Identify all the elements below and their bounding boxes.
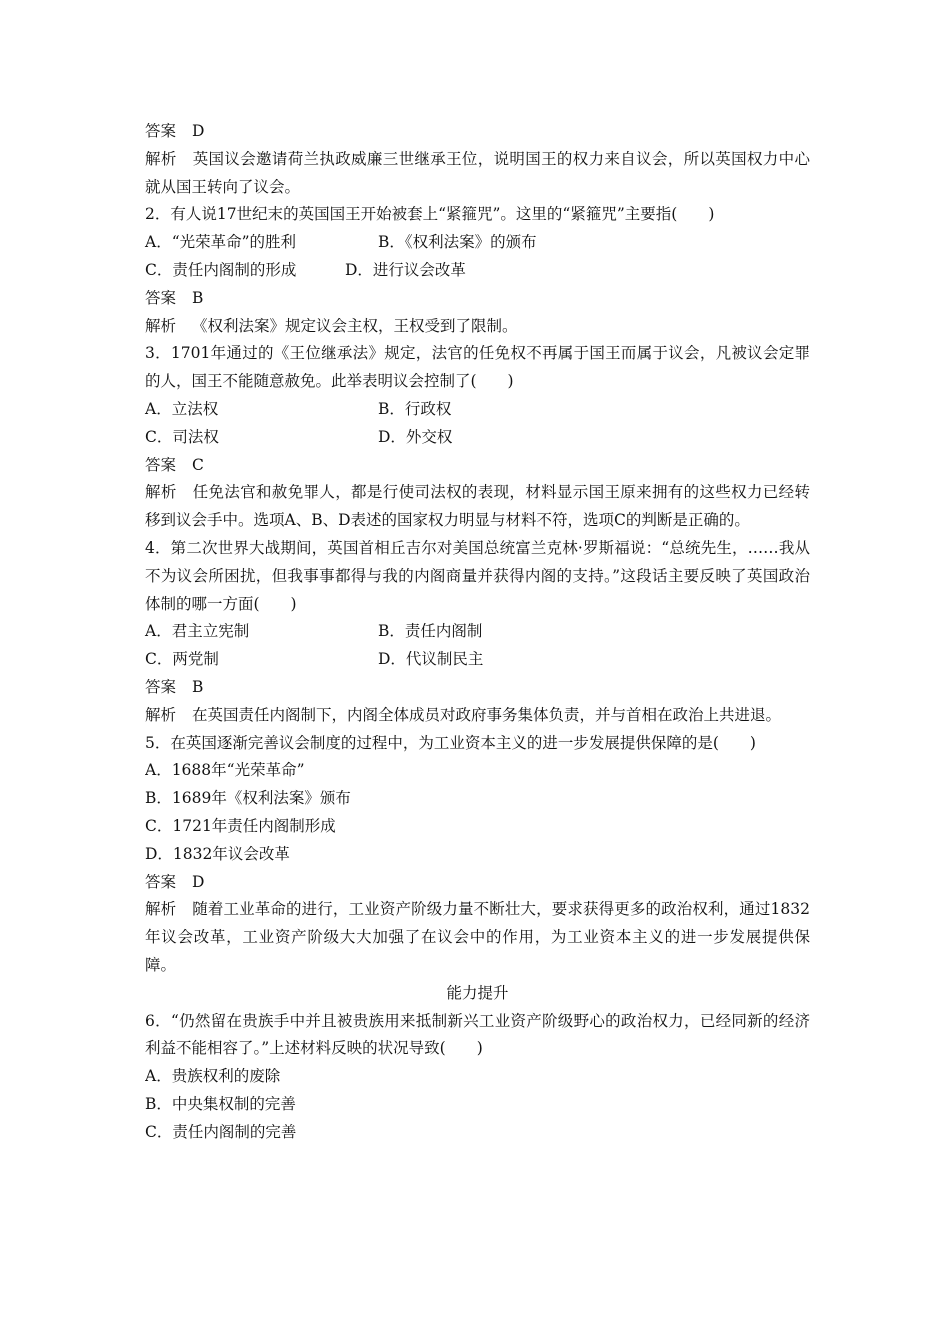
answer-value: C: [192, 455, 204, 474]
options-row: [145, 229, 810, 257]
options-row: [145, 257, 810, 285]
options-row: [145, 618, 810, 646]
answer-value: D: [192, 872, 205, 891]
answer-label: 答案: [145, 288, 177, 307]
answer-label: 答案: [145, 872, 177, 891]
option-a: A．贵族权利的废除: [145, 1067, 281, 1086]
question-stem-q4: 4．第二次世界大战期间，英国首相丘吉尔对美国总统富兰克林·罗斯福说：“总统先生，……我从不为议会所困扰，但我事事都得与我的内阁商量并获得内阁的支持。”这段话主要反映了英国政治体制的哪一方面( ): [145, 538, 810, 613]
answer-value: D: [192, 122, 205, 140]
analysis-label: 解析: [145, 483, 177, 502]
option-b: B．责任内阁制: [378, 622, 483, 641]
option-a: A．君主立宪制: [145, 622, 250, 641]
option-c: C．责任内阁制的形成: [145, 260, 297, 279]
answer-value: B: [192, 288, 204, 307]
analysis-text: 《权利法案》规定议会主权，王权受到了限制。: [192, 316, 518, 335]
analysis-text: 随着工业革命的进行，工业资产阶级力量不断壮大，要求获得更多的政治权利，通过1832年议会改革，工业资产阶级大大加强了在议会中的作用，为工业资本主义的进一步发展提供保障。: [145, 900, 810, 974]
options-row: [145, 424, 810, 452]
answer-label: 答案: [145, 455, 177, 474]
option-b: B．《权利法案》的颁布: [378, 233, 537, 252]
option-b: B．中央集权制的完善: [145, 1094, 296, 1113]
analysis-q4: [145, 702, 810, 730]
option-a: A．1688年“光荣革命”: [145, 761, 305, 780]
options-row: [145, 646, 810, 674]
analysis-label: 解析: [145, 149, 177, 168]
option-c: C．司法权: [145, 427, 219, 446]
analysis-q1: [145, 146, 810, 202]
analysis-text: 在英国责任内阁制下，内阁全体成员对政府事务集体负责，并与首相在政治上共进退。: [192, 705, 782, 724]
question-stem-q2: 2．有人说17世纪末的英国国王开始被套上“紧箍咒”。这里的“紧箍咒”主要指( ): [145, 205, 715, 224]
answer-line-q3: [145, 452, 810, 480]
options-row: [145, 396, 810, 424]
document-content: [145, 118, 810, 1146]
question-stem-q6: 6．“仍然留在贵族手中并且被贵族用来抵制新兴工业资产阶级野心的政治权力，已经同新的经济利益不能相容了。”上述材料反映的状况导致( ): [145, 1011, 810, 1058]
question-stem-q5: 5．在英国逐渐完善议会制度的过程中，为工业资本主义的进一步发展提供保障的是( ): [145, 733, 756, 752]
answer-line-q1: [145, 118, 810, 146]
option-c: C．两党制: [145, 650, 219, 669]
option-a: A．立法权: [145, 399, 219, 418]
option-a: A．“光荣革命”的胜利: [145, 233, 297, 252]
analysis-q2: [145, 313, 810, 341]
analysis-label: 解析: [145, 705, 177, 724]
analysis-label: 解析: [145, 900, 177, 919]
question-stem-q3: 3．1701年通过的《王位继承法》规定，法官的任免权不再属于国王而属于议会，凡被议会定罪的人，国王不能随意赦免。此举表明议会控制了( ): [145, 344, 810, 391]
option-c: C．1721年责任内阁制形成: [145, 816, 336, 835]
analysis-text: 任免法官和赦免罪人，都是行使司法权的表现，材料显示国王原来拥有的这些权力已经转移到议会手中。选项A、B、D表述的国家权力明显与材料不符，选项C的判断是正确的。: [145, 483, 810, 530]
answer-value: B: [192, 677, 204, 696]
analysis-text: 英国议会邀请荷兰执政威廉三世继承王位，说明国王的权力来自议会，所以英国权力中心就从国王转向了议会。: [145, 149, 810, 196]
option-d: D．外交权: [378, 427, 453, 446]
option-d: D．代议制民主: [378, 650, 484, 669]
analysis-q3: [145, 479, 810, 535]
option-b: B．1689年《权利法案》颁布: [145, 789, 351, 808]
option-d: D．进行议会改革: [345, 260, 466, 279]
answer-label: 答案: [145, 677, 177, 696]
answer-label: 答案: [145, 122, 177, 140]
option-d: D．1832年议会改革: [145, 844, 290, 863]
section-title: 能力提升: [446, 983, 509, 1002]
analysis-q5: [145, 896, 810, 979]
answer-line-q5: [145, 869, 810, 897]
answer-line-q4: [145, 674, 810, 702]
option-b: B．行政权: [378, 399, 452, 418]
answer-line-q2: [145, 285, 810, 313]
option-c: C．责任内阁制的完善: [145, 1122, 297, 1141]
analysis-label: 解析: [145, 316, 177, 335]
